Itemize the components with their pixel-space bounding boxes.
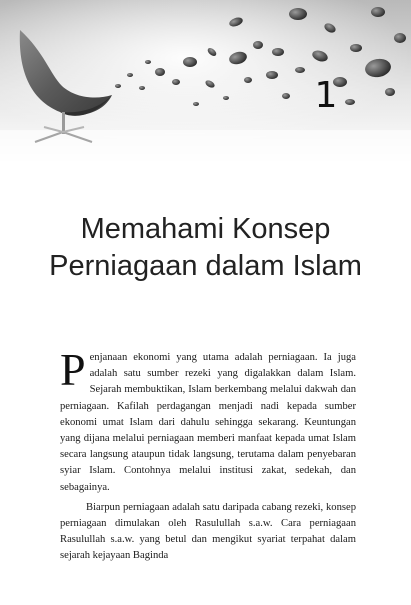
chapter-title-line-2: Perniagaan dalam Islam <box>49 250 362 282</box>
chapter-number: 1 <box>314 75 338 116</box>
chapter-title-line-1: Memahami Konsep <box>80 213 331 245</box>
chapter-header-illustration <box>0 0 411 165</box>
paragraph-1 <box>60 344 356 496</box>
paragraph-2: Biarpun perniagaan adalah satu daripada cabang rezeki, konsep perniagaan dimulakan oleh Rasulullah s.a.w. Cara perniagaan Rasulullah s.a.w. yang betul dan mengikut syariat terpahat dalam sejarah kejayaan Baginda <box>60 501 356 562</box>
paragraph-1-text: enjanaan ekonomi yang utama adalah perniagaan. Ia juga adalah satu sumber rezeki yang digalakkan dalam Islam. Sejarah membuktikan, Islam berkembang melalui dakwah dan perniagaan. Kafilah perdagangan menjadi nadi kepada sumber ekonomi umat Islam dari dahulu sehingga sekarang. Keuntungan yang dijana melalui perniagaan memberi manfaat kepada umat Islam secara langsung ataupun tidak langsung, terutama dalam penyebaran syiar Islam. Contohnya melalui institusi zakat, sedekah, dan sebagainya. <box>60 352 356 493</box>
drop-cap: P <box>60 344 86 395</box>
chapter-body <box>60 344 356 565</box>
chapter-title <box>20 211 391 285</box>
